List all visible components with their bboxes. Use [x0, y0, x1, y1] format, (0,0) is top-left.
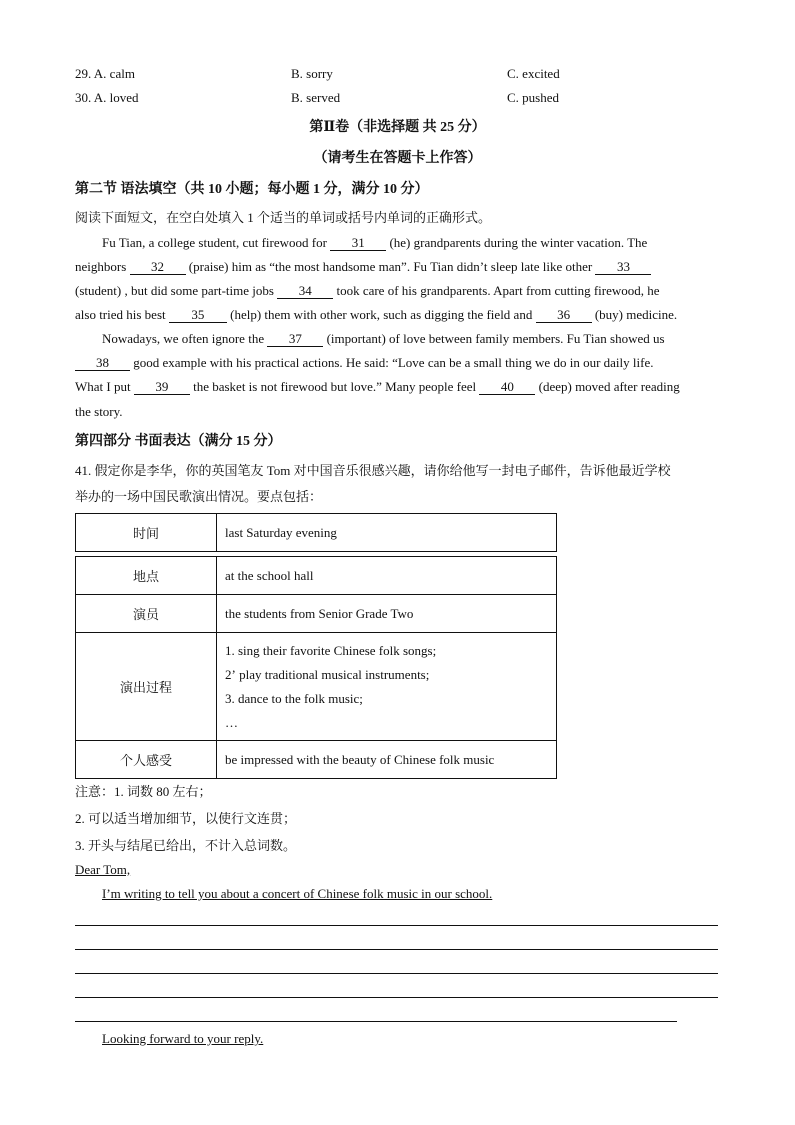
passage-line-1: Fu Tian, a college student, cut firewood for 31 (he) grandparents during the winter vacation. The	[102, 235, 648, 250]
option-b: B. served	[291, 90, 341, 105]
letter-closing: Looking forward to your reply.	[102, 1031, 264, 1046]
list-item: 3. dance to the folk music;	[225, 690, 363, 706]
blank-35[interactable]: 35	[169, 308, 227, 323]
blank-32[interactable]: 32	[130, 260, 186, 275]
table-key: 地点	[76, 557, 217, 595]
writing-line[interactable]	[75, 925, 718, 926]
table-value: be impressed with the beauty of Chinese folk music	[217, 741, 557, 779]
option-a: 30. A. loved	[75, 90, 139, 105]
passage-line-6: 38 good example with his practical actions. He said: “Love can be a small thing we do in our daily life.	[75, 355, 653, 371]
writing-line[interactable]	[75, 1021, 677, 1022]
table-key: 演员	[76, 595, 217, 633]
table-row	[76, 741, 557, 779]
blank-39[interactable]: 39	[134, 380, 190, 395]
note-1: 注意：1. 词数 80 左右；	[75, 784, 212, 799]
table-key: 演出过程	[76, 633, 217, 741]
passage-line-4: also tried his best 35 (help) them with other work, such as digging the field and 36 (buy) medicine.	[75, 307, 678, 322]
blank-33[interactable]: 33	[595, 260, 651, 275]
option-c: C. excited	[507, 66, 560, 81]
part4-heading: 第四部分 书面表达（满分 15 分）	[75, 434, 282, 449]
writing-line[interactable]	[75, 997, 718, 998]
table-key: 时间	[76, 514, 217, 552]
passage-line-3: (student) , but did some part-time jobs 34 took care of his grandparents. Apart from cutting firewood, he	[75, 283, 660, 298]
blank-40[interactable]: 40	[479, 380, 535, 395]
blank-34[interactable]: 34	[277, 284, 333, 299]
part2-heading: 第二节 语法填空（共 10 小题；每小题 1 分，满分 10 分）	[75, 182, 429, 197]
section-note: （请考生在答题卡上作答）	[313, 151, 482, 166]
writing-line[interactable]	[75, 973, 718, 974]
option-c: C. pushed	[507, 90, 559, 105]
option-b: B. sorry	[291, 66, 333, 81]
blank-36[interactable]: 36	[536, 308, 592, 323]
list-item: 2ʼ play traditional musical instruments;	[225, 666, 430, 682]
table-key: 个人感受	[76, 741, 217, 779]
blank-38[interactable]: 38	[75, 356, 130, 371]
table-row	[76, 595, 557, 633]
option-row-29	[75, 66, 715, 84]
writing-line[interactable]	[75, 949, 718, 950]
blank-31[interactable]: 31	[330, 236, 386, 251]
list-item: 1. sing their favorite Chinese folk songs;	[225, 642, 437, 658]
letter-greeting: Dear Tom,	[75, 862, 131, 877]
note-3: 3. 开头与结尾已给出，不计入总词数。	[75, 838, 297, 853]
passage-line-5: Nowadays, we often ignore the 37 (important) of love between family members. Fu Tian showed us	[102, 331, 665, 346]
q41-line-2: 举办的一场中国民歌演出情况。要点包括：	[75, 489, 323, 504]
info-table	[75, 513, 557, 779]
table-row	[76, 633, 557, 741]
table-row	[76, 514, 557, 552]
list-item: …	[225, 714, 238, 730]
q41-line-1: 41. 假定你是李华，你的英国笔友 Tom 对中国音乐很感兴趣，请你给他写一封电子邮件，告诉他最近学校	[75, 463, 671, 478]
note-2: 2. 可以适当增加细节，以使行文连贯；	[75, 811, 297, 826]
passage-line-7: What I put 39 the basket is not firewood but love.” Many people feel 40 (deep) moved after reading	[75, 379, 680, 394]
table-row	[76, 557, 557, 595]
passage-line-8: the story.	[75, 404, 123, 419]
table-value: at the school hall	[217, 557, 557, 595]
option-row-30	[75, 90, 715, 108]
passage-line-2: neighbors 32 (praise) him as “the most handsome man”. Fu Tian didn’t sleep late like other 33	[75, 259, 651, 275]
table-value: the students from Senior Grade Two	[217, 595, 557, 633]
option-a: 29. A. calm	[75, 66, 135, 81]
part2-instruction: 阅读下面短文，在空白处填入 1 个适当的单词或括号内单词的正确形式。	[75, 210, 492, 225]
blank-37[interactable]: 37	[267, 332, 323, 347]
letter-opening: I’m writing to tell you about a concert of Chinese folk music in our school.	[102, 886, 493, 901]
table-value-list	[217, 633, 557, 741]
section-title: 第Ⅱ卷（非选择题 共 25 分）	[309, 120, 486, 135]
table-value: last Saturday evening	[217, 514, 557, 552]
